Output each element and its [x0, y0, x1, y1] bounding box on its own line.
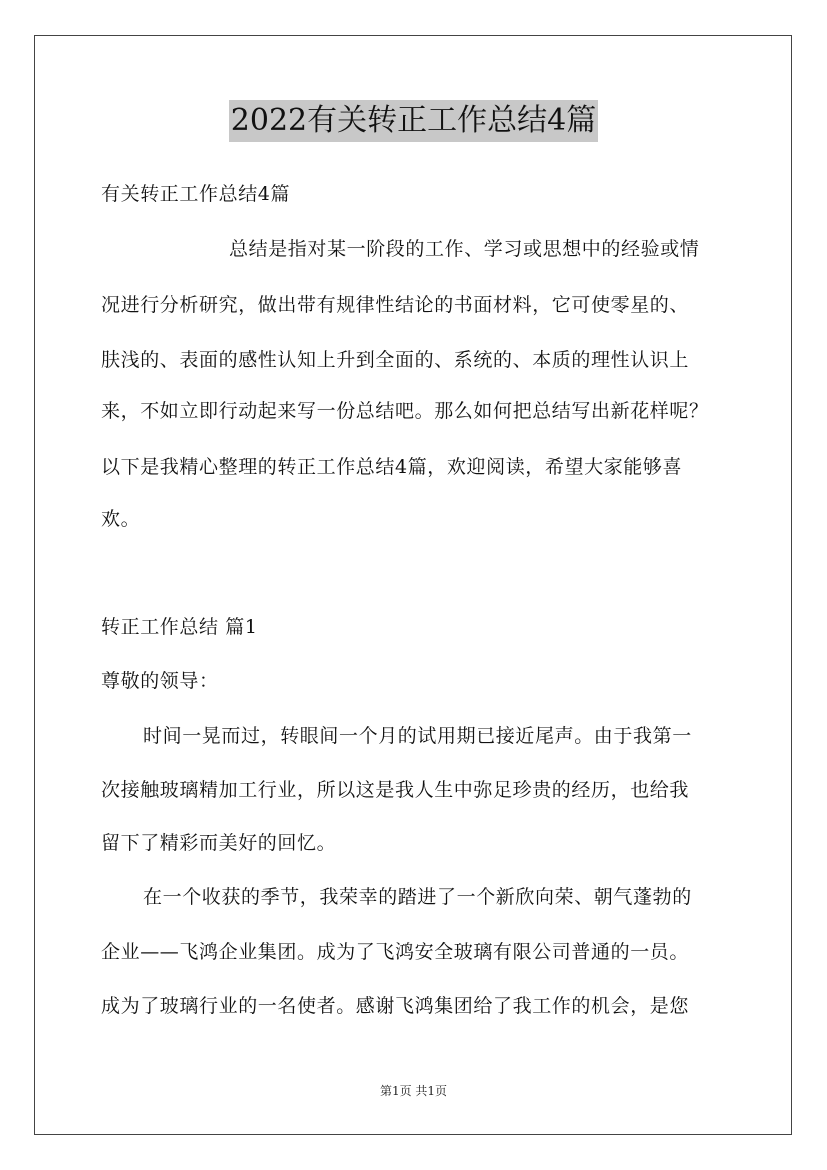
intro-line: 以下是我精心整理的转正工作总结4篇，欢迎阅读，希望大家能够喜 [101, 456, 683, 478]
section-heading: 转正工作总结 篇1 [101, 616, 258, 638]
intro-line: 况进行分析研究，做出带有规律性结论的书面材料，它可使零星的、 [101, 294, 690, 316]
intro-line: 欢。 [101, 508, 141, 530]
intro-line: 来，不如立即行动起来写一份总结吧。那么如何把总结写出新花样呢？ [101, 400, 709, 422]
paragraph-line: 企业——飞鸿企业集团。成为了飞鸿安全玻璃有限公司普通的一员。 [101, 941, 690, 963]
paragraph-line: 成为了玻璃行业的一名使者。感谢飞鸿集团给了我工作的机会，是您 [101, 995, 690, 1017]
salutation: 尊敬的领导： [101, 670, 219, 692]
page-number: 第1页 共1页 [379, 1084, 448, 1098]
paragraph-line: 时间一晃而过，转眼间一个月的试用期已接近尾声。由于我第一 [143, 725, 692, 747]
document-subtitle: 有关转正工作总结4篇 [101, 183, 291, 205]
intro-line: 肤浅的、表面的感性认知上升到全面的、系统的、本质的理性认识上 [101, 349, 690, 371]
document-title: 2022有关转正工作总结4篇 [229, 100, 598, 142]
paragraph-line: 在一个收获的季节，我荣幸的踏进了一个新欣向荣、朝气蓬勃的 [143, 886, 692, 908]
intro-line: 总结是指对某一阶段的工作、学习或思想中的经验或情 [229, 238, 700, 260]
paragraph-line: 留下了精彩而美好的回忆。 [101, 832, 337, 854]
paragraph-line: 次接触玻璃精加工行业，所以这是我人生中弥足珍贵的经历，也给我 [101, 779, 690, 801]
